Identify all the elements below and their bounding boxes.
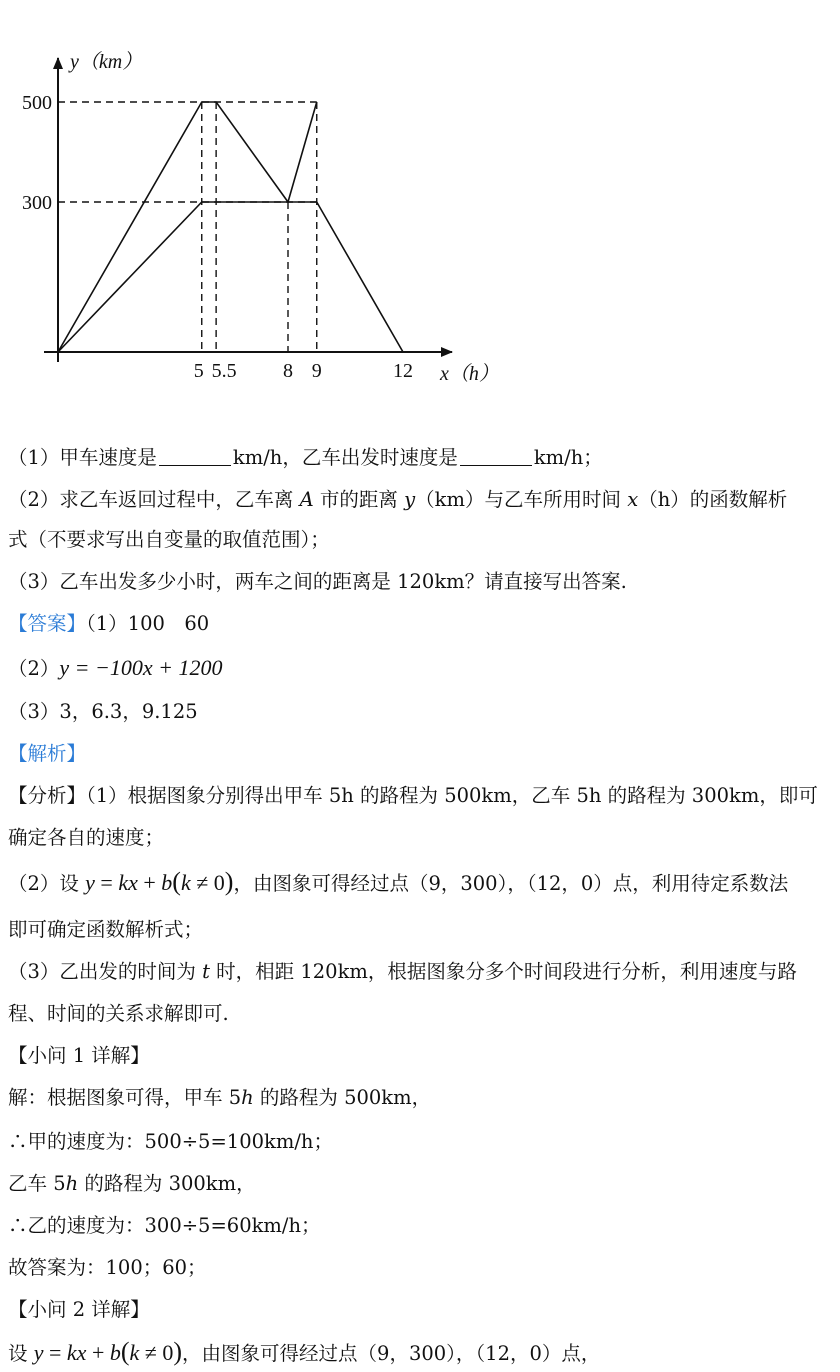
solution-line-3: 乙车 5h 的路程为 300km， [8, 1172, 256, 1195]
analysis-line-6: 程、时间的关系求解即可. [8, 1002, 229, 1025]
graph-line-3 [58, 202, 403, 352]
x-tick-8: 8 [283, 360, 293, 382]
answer-line-2: （2）y = −100x + 1200 [8, 655, 223, 680]
question-3: （3）乙车出发多少小时，两车之间的距离是 120km？请直接写出答案. [8, 570, 627, 593]
answer-blank-1 [159, 447, 231, 466]
analysis-tag: 【解析】 [8, 742, 87, 765]
question-2: （2）求乙车返回过程中，乙车离 A 市的距离 y（km）与乙车所用时间 x（h）的函数解析 [8, 488, 788, 511]
linear-equation: y = kx + b(k ≠ 0) [85, 867, 234, 896]
analysis-line-1: 【分析】（1）根据图象分别得出甲车 5h 的路程为 500km，乙车 5h 的路程为 300km，即可 [8, 784, 818, 807]
answer-blank-2 [460, 447, 532, 466]
distance-time-graph [0, 0, 840, 420]
x-tick-9: 9 [311, 360, 322, 382]
solution-line-6: 设 y = kx + b(k ≠ 0)，由图象可得经过点（9，300），（12，0）点， [8, 1337, 601, 1366]
x-tick-12: 12 [393, 360, 413, 382]
question-1: （1）甲车速度是 km/h，乙车出发时速度是 km/h； [8, 446, 603, 469]
solution-line-1: 解：根据图象可得，甲车 5h 的路程为 500km， [8, 1086, 432, 1109]
solution-line-2: ∴甲的速度为：500÷5=100km/h； [8, 1130, 333, 1153]
y-tick-500: 500 [22, 92, 52, 114]
solution-line-4: ∴乙的速度为：300÷5=60km/h； [8, 1214, 321, 1237]
analysis-line-2: 确定各自的速度； [8, 826, 165, 849]
solution-line-5: 故答案为：100；60； [8, 1256, 207, 1279]
x-tick-5: 5 [193, 360, 204, 382]
linear-equation-2: y = kx + b(k ≠ 0) [33, 1337, 183, 1366]
analysis-line-3: （2）设 y = kx + b(k ≠ 0)，由图象可得经过点（9，300），（12，0）点，利用待定系数法 [8, 867, 789, 896]
x-axis-label: x（h） [440, 363, 499, 385]
graph-line-1 [58, 102, 288, 352]
analysis-line-4: 即可确定函数解析式； [8, 918, 204, 941]
x-tick-5.5: 5.5 [211, 360, 237, 382]
y-tick-300: 300 [22, 192, 52, 214]
answer-line-1: 【答案】（1）100 60 [8, 612, 210, 635]
analysis-line-5: （3）乙出发的时间为 t 时，相距 120km，根据图象分多个时间段进行分析，利用速度与路 [8, 960, 797, 983]
sub-question-2-heading: 【小问 2 详解】 [8, 1298, 150, 1321]
question-2-cont: 式（不要求写出自变量的取值范围）； [8, 528, 330, 551]
answer-line-3: （3）3，6.3，9.125 [8, 700, 198, 723]
answer-tag: 【答案】 [8, 612, 87, 635]
sub-question-1-heading: 【小问 1 详解】 [8, 1044, 150, 1067]
graph-line-2 [288, 102, 317, 202]
y-axis-label: y（km） [70, 51, 143, 73]
